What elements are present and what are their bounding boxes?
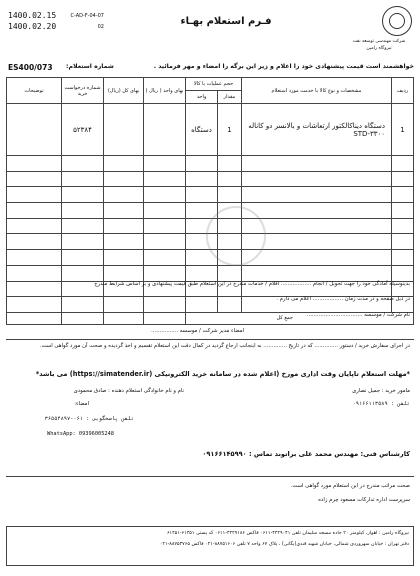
intro bbox=[6, 63, 414, 70]
total-label: جمع کل bbox=[186, 312, 414, 324]
deadline-notice: *مهلت استعلام تاپایان وقت اداری مورخ (اعلام شده در سامانه خرید الکترونیکی (https://simatender.ir) می باشد* bbox=[35, 370, 410, 378]
signature-label: امضاء: bbox=[74, 401, 89, 407]
intro-text: خواهشمند است قیمت پیشنهادی خود را اعلام و زیر این برگه را امضاء و مهر فرمائید . bbox=[153, 63, 414, 70]
plant-address: نیروگاه رامین : اهواز، کیلومتر ۲۰ جاده مسجد سلیمان تلفن ۴۴۲۹۰۴۱-۰۶۱۱ فاکس ۴۴۲۹۱۸۶-۰۶۱۱ کد پستی ۶۱۳۵۱-۶۱۴۵۱ bbox=[166, 531, 409, 536]
org-name: شرکت مهندسی توسعه نفت bbox=[352, 39, 406, 44]
inquirer: نام و نام خانوادگی استعلام دهنده : صادق محمودی bbox=[73, 388, 184, 394]
inquiry-form bbox=[6, 6, 414, 570]
purchaser: مامور خرید : جمیل نصاری bbox=[352, 388, 410, 394]
cell-unit-price[interactable] bbox=[144, 104, 186, 156]
cell-req-no: ۵۲۳۸۴ bbox=[62, 104, 104, 156]
items-table bbox=[6, 77, 414, 325]
company-name-line: نام شرکت / موسسه ................................. bbox=[306, 312, 410, 318]
footer-contacts bbox=[6, 526, 414, 566]
col-total-price: بهای کل (ریال) bbox=[104, 78, 144, 104]
table-row bbox=[7, 265, 414, 281]
whatsapp: WhatsApp: 09396005248 bbox=[47, 431, 114, 437]
total-value[interactable] bbox=[104, 312, 144, 324]
delivery-time-line: در ذیل صفحه و در مدت زمان .................. اعلام می دارم . bbox=[276, 296, 410, 302]
date-2: 1400.02.20 bbox=[8, 22, 57, 31]
col-req-no: شماره درخواست خرید bbox=[62, 78, 104, 104]
plant-name: نیروگاه رامین bbox=[366, 46, 392, 51]
manager-signature-line: امضاء مدیر شرکت / موسسه ................ bbox=[151, 328, 244, 334]
certify-line: صحت مراتب مندرج در این استعلام مورد گواهی است. bbox=[290, 483, 410, 489]
table-row bbox=[7, 203, 414, 219]
col-qty: مقدار bbox=[218, 91, 242, 104]
revision: 02 bbox=[97, 23, 104, 30]
cell-unit: دستگاه bbox=[186, 104, 218, 156]
purchaser-phone: تلفن : ۰۹۱۶۶۱۱۳۵۸۹ bbox=[352, 401, 410, 407]
inquiry-number: ES400/073 bbox=[8, 63, 53, 72]
col-unit: واحد bbox=[186, 91, 218, 104]
table-row bbox=[7, 187, 414, 203]
col-unit-price: بهای واحد ( ریال ) bbox=[144, 78, 186, 104]
answer-phone: تلفن پاسخگویی : ۰۶۱-۳۶۵۵۴۸۹۷ bbox=[44, 416, 134, 422]
col-notes: توضیحات bbox=[7, 78, 62, 104]
cell-row: 1 bbox=[392, 104, 414, 156]
cell-qty: 1 bbox=[218, 104, 242, 156]
date-1: 1400.02.15 bbox=[8, 11, 57, 20]
table-row bbox=[7, 156, 414, 172]
form-meta bbox=[8, 10, 104, 32]
form-header bbox=[6, 6, 414, 58]
procurement-head: سرپرست اداره تدارکات مسعود چرم زاده bbox=[318, 497, 410, 503]
col-desc: مشخصات و نوع کالا یا خدمت مورد استعلام bbox=[242, 78, 392, 104]
inquiry-number-label: شماره استعلام: bbox=[66, 63, 114, 70]
cell-desc: دستگاه دیناکالکتور ارتعاشات و بالانسر دو کاناله STD-۳۳۰۰ bbox=[242, 104, 392, 156]
tehran-office-address: دفتر تهران : خیابان سهروردی شمالی، خیابان شهید قندی(یگانی) ، پلاک ۶۷ واحد ۷ تلفن ۸۸۷۵۱۶۰۶-۰۲۱ فاکس ۸۸۷۵۳۷۶۵-۰۲۱ bbox=[159, 542, 409, 547]
commitment-line: بدینوسیله آمادگی خود را جهت تحویل / انجام .................. اقلام / خدمات مندرج در این استعلام طبق قیمت پیشنهادی و بر اساس شرایط مندرج bbox=[94, 281, 410, 287]
stamp-watermark bbox=[206, 206, 266, 266]
doc-code: C-AD-F-04-07 bbox=[70, 12, 104, 19]
col-row: ردیف bbox=[392, 78, 414, 104]
table-row bbox=[7, 104, 414, 156]
order-line: در اجرای سفارش خرید / دستور .............. که در تاریخ .............. به اینجانب ارجاع گردید در کمال دقت این استعلام تقسیم و اخذ گردیده و صحت آن مورد گواهی است. bbox=[39, 343, 410, 349]
company-logo bbox=[382, 6, 412, 36]
cell-total-price[interactable] bbox=[104, 104, 144, 156]
form-title: فـرم استعلام بهـاء bbox=[180, 16, 272, 27]
tech-expert: کارشناس فنی: مهندس محمد علی براتوند تماس : ۰۹۱۶۶۱۴۵۹۹۰ bbox=[202, 450, 410, 458]
col-volume: حجم عملیات یا کالا bbox=[186, 78, 242, 91]
table-row bbox=[7, 171, 414, 187]
cell-notes[interactable] bbox=[7, 104, 62, 156]
